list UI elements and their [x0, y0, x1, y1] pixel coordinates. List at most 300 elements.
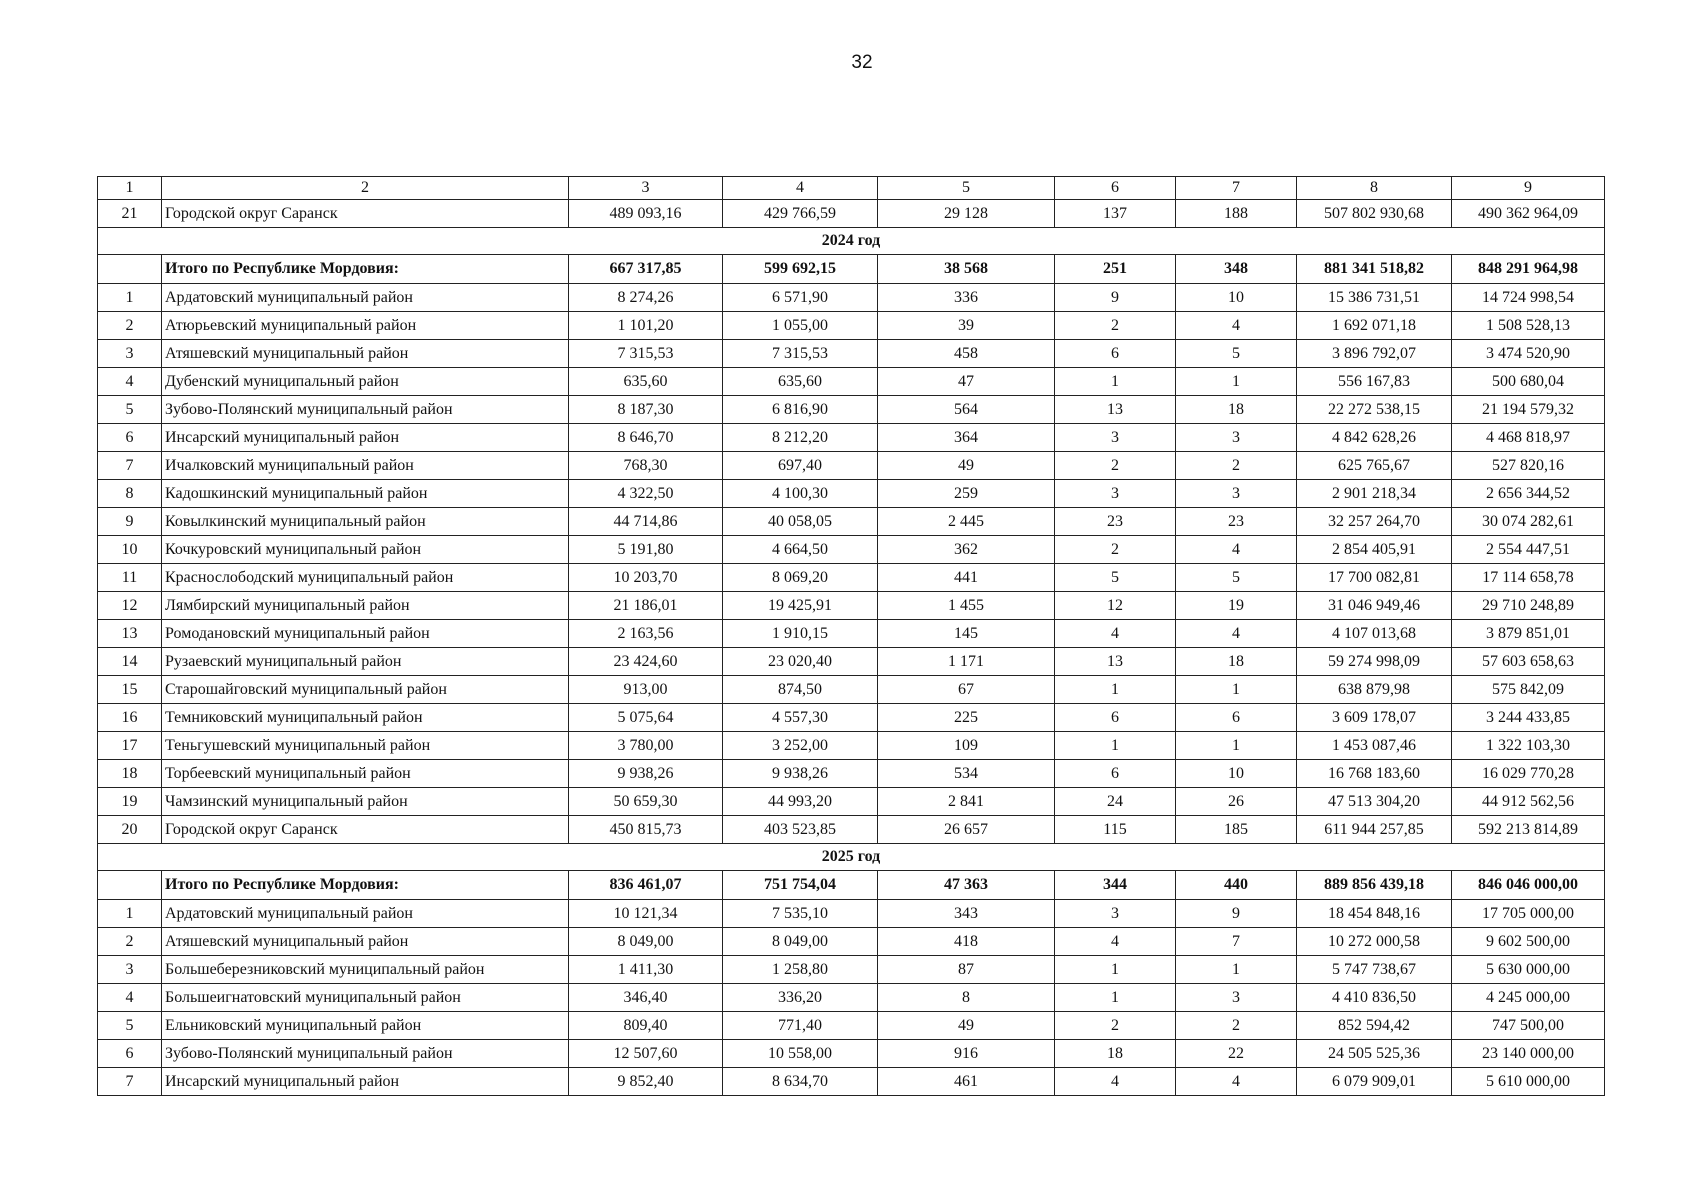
cell-value: 4 842 628,26 [1297, 424, 1452, 452]
cell-value: 8 274,26 [569, 284, 723, 312]
row-number: 17 [98, 732, 162, 760]
cell-value: 1 692 071,18 [1297, 312, 1452, 340]
cell-value: 6 [1055, 704, 1176, 732]
cell-value: 346,40 [569, 984, 723, 1012]
cell-value: 3 [1055, 480, 1176, 508]
cell-value: 5 [1176, 564, 1297, 592]
row-number: 7 [98, 1068, 162, 1096]
cell-value: 18 454 848,16 [1297, 900, 1452, 928]
cell-value: 87 [878, 956, 1055, 984]
cell-value: 564 [878, 396, 1055, 424]
cell-value: 1 910,15 [723, 620, 878, 648]
cell-value: 23 [1055, 508, 1176, 536]
cell-value: 4 [1055, 620, 1176, 648]
cell-value: 2 445 [878, 508, 1055, 536]
table-row [98, 1040, 1605, 1068]
cell-value: 3 780,00 [569, 732, 723, 760]
cell-value: 507 802 930,68 [1297, 200, 1452, 228]
cell-value: 836 461,07 [569, 871, 723, 900]
cell-value: 667 317,85 [569, 255, 723, 284]
cell-value: 458 [878, 340, 1055, 368]
cell-value: 9 602 500,00 [1452, 928, 1605, 956]
row-number: 9 [98, 508, 162, 536]
cell-value: 8 187,30 [569, 396, 723, 424]
cell-value: 57 603 658,63 [1452, 648, 1605, 676]
cell-value: 441 [878, 564, 1055, 592]
cell-value: 1 [1055, 676, 1176, 704]
page-number: 32 [851, 52, 873, 73]
cell-value: 1 [1176, 676, 1297, 704]
row-number: 6 [98, 1040, 162, 1068]
table-row [98, 900, 1605, 928]
year-label: 2025 год [98, 844, 1605, 871]
cell-value: 32 257 264,70 [1297, 508, 1452, 536]
cell-value: 638 879,98 [1297, 676, 1452, 704]
cell-value: 1 101,20 [569, 312, 723, 340]
district-name: Ардатовский муниципальный район [162, 284, 569, 312]
cell-value: 489 093,16 [569, 200, 723, 228]
cell-value: 848 291 964,98 [1452, 255, 1605, 284]
cell-value: 7 535,10 [723, 900, 878, 928]
cell-value: 26 [1176, 788, 1297, 816]
cell-value: 1 [1055, 368, 1176, 396]
cell-value: 4 [1176, 1068, 1297, 1096]
cell-value: 39 [878, 312, 1055, 340]
cell-value: 7 [1176, 928, 1297, 956]
row-number: 4 [98, 368, 162, 396]
cell-value: 19 [1176, 592, 1297, 620]
cell-value: 6 079 909,01 [1297, 1068, 1452, 1096]
cell-value: 2 854 405,91 [1297, 536, 1452, 564]
row-number: 3 [98, 340, 162, 368]
cell-value: 2 163,56 [569, 620, 723, 648]
cell-value: 4 [1055, 928, 1176, 956]
table-row [98, 1012, 1605, 1040]
row-number: 1 [98, 284, 162, 312]
row-number: 15 [98, 676, 162, 704]
district-name: Итого по Республике Мордовия: [162, 255, 569, 284]
district-name: Ардатовский муниципальный район [162, 900, 569, 928]
column-header: 6 [1055, 177, 1176, 200]
cell-value: 5 630 000,00 [1452, 956, 1605, 984]
cell-value: 913,00 [569, 676, 723, 704]
cell-value: 403 523,85 [723, 816, 878, 844]
row-number: 1 [98, 900, 162, 928]
cell-value: 2 [1055, 536, 1176, 564]
cell-value: 336 [878, 284, 1055, 312]
cell-value: 1 [1055, 956, 1176, 984]
district-name: Большеигнатовский муниципальный район [162, 984, 569, 1012]
cell-value: 3 896 792,07 [1297, 340, 1452, 368]
cell-value: 5 191,80 [569, 536, 723, 564]
table-row [98, 928, 1605, 956]
cell-value: 47 513 304,20 [1297, 788, 1452, 816]
cell-value: 1 055,00 [723, 312, 878, 340]
cell-value: 23 [1176, 508, 1297, 536]
table-row [98, 592, 1605, 620]
column-header: 3 [569, 177, 723, 200]
cell-value: 24 [1055, 788, 1176, 816]
row-number: 7 [98, 452, 162, 480]
cell-value: 188 [1176, 200, 1297, 228]
cell-value: 364 [878, 424, 1055, 452]
cell-value: 1 411,30 [569, 956, 723, 984]
row-number: 19 [98, 788, 162, 816]
table-row [98, 620, 1605, 648]
row-number: 3 [98, 956, 162, 984]
cell-value: 44 714,86 [569, 508, 723, 536]
cell-value: 3 [1176, 984, 1297, 1012]
district-name: Кадошкинский муниципальный район [162, 480, 569, 508]
cell-value: 40 058,05 [723, 508, 878, 536]
cell-value: 1 453 087,46 [1297, 732, 1452, 760]
cell-value: 10 [1176, 284, 1297, 312]
cell-value: 3 [1055, 900, 1176, 928]
cell-value: 916 [878, 1040, 1055, 1068]
cell-value: 809,40 [569, 1012, 723, 1040]
district-name: Зубово-Полянский муниципальный район [162, 396, 569, 424]
cell-value: 18 [1176, 648, 1297, 676]
cell-value: 6 [1055, 340, 1176, 368]
cell-value: 2 [1055, 1012, 1176, 1040]
cell-value: 8 646,70 [569, 424, 723, 452]
cell-value: 185 [1176, 816, 1297, 844]
cell-value: 17 114 658,78 [1452, 564, 1605, 592]
cell-value: 29 710 248,89 [1452, 592, 1605, 620]
district-name: Торбеевский муниципальный район [162, 760, 569, 788]
table-row [98, 788, 1605, 816]
cell-value: 5 [1055, 564, 1176, 592]
cell-value: 7 315,53 [723, 340, 878, 368]
cell-value: 2 [1176, 1012, 1297, 1040]
cell-value: 5 075,64 [569, 704, 723, 732]
cell-value: 137 [1055, 200, 1176, 228]
cell-value: 635,60 [723, 368, 878, 396]
cell-value: 4 100,30 [723, 480, 878, 508]
cell-value: 534 [878, 760, 1055, 788]
cell-value: 47 [878, 368, 1055, 396]
cell-value: 8 069,20 [723, 564, 878, 592]
cell-value: 3 252,00 [723, 732, 878, 760]
cell-value: 30 074 282,61 [1452, 508, 1605, 536]
table-row [98, 536, 1605, 564]
cell-value: 336,20 [723, 984, 878, 1012]
total-row [98, 871, 1605, 900]
cell-value: 12 [1055, 592, 1176, 620]
cell-value: 1 [1176, 956, 1297, 984]
table-row [98, 760, 1605, 788]
cell-value: 429 766,59 [723, 200, 878, 228]
cell-value: 4 [1176, 536, 1297, 564]
cell-value: 418 [878, 928, 1055, 956]
row-number: 5 [98, 396, 162, 424]
district-name: Атюрьевский муниципальный район [162, 312, 569, 340]
cell-value: 852 594,42 [1297, 1012, 1452, 1040]
cell-value: 13 [1055, 648, 1176, 676]
cell-value: 4 664,50 [723, 536, 878, 564]
column-header: 4 [723, 177, 878, 200]
cell-value: 21 186,01 [569, 592, 723, 620]
cell-value: 9 938,26 [569, 760, 723, 788]
total-row [98, 255, 1605, 284]
cell-value: 592 213 814,89 [1452, 816, 1605, 844]
cell-value: 5 [1176, 340, 1297, 368]
table-row [98, 508, 1605, 536]
column-header: 2 [162, 177, 569, 200]
row-number: 16 [98, 704, 162, 732]
cell-value: 3 474 520,90 [1452, 340, 1605, 368]
cell-value: 13 [1055, 396, 1176, 424]
district-name: Лямбирский муниципальный район [162, 592, 569, 620]
year-section-row [98, 844, 1605, 871]
column-header: 5 [878, 177, 1055, 200]
cell-value: 2 841 [878, 788, 1055, 816]
table-row [98, 564, 1605, 592]
cell-value: 6 [1055, 760, 1176, 788]
cell-value: 225 [878, 704, 1055, 732]
cell-value: 251 [1055, 255, 1176, 284]
cell-value: 10 272 000,58 [1297, 928, 1452, 956]
cell-value: 450 815,73 [569, 816, 723, 844]
cell-value: 344 [1055, 871, 1176, 900]
row-number: 6 [98, 424, 162, 452]
table-row [98, 312, 1605, 340]
table-row [98, 816, 1605, 844]
cell-value: 18 [1055, 1040, 1176, 1068]
cell-value: 4 245 000,00 [1452, 984, 1605, 1012]
district-name: Ичалковский муниципальный район [162, 452, 569, 480]
cell-value: 8 049,00 [723, 928, 878, 956]
cell-value: 44 912 562,56 [1452, 788, 1605, 816]
cell-value: 527 820,16 [1452, 452, 1605, 480]
cell-value: 1 [1055, 732, 1176, 760]
cell-value: 109 [878, 732, 1055, 760]
column-header: 1 [98, 177, 162, 200]
cell-value: 500 680,04 [1452, 368, 1605, 396]
cell-value: 751 754,04 [723, 871, 878, 900]
district-name: Инсарский муниципальный район [162, 1068, 569, 1096]
table-body [98, 177, 1605, 1096]
cell-value: 10 [1176, 760, 1297, 788]
cell-value: 9 852,40 [569, 1068, 723, 1096]
table-row [98, 340, 1605, 368]
district-name: Старошайговский муниципальный район [162, 676, 569, 704]
row-number: 5 [98, 1012, 162, 1040]
cell-value: 23 020,40 [723, 648, 878, 676]
cell-value: 21 194 579,32 [1452, 396, 1605, 424]
cell-value: 115 [1055, 816, 1176, 844]
cell-value: 16 029 770,28 [1452, 760, 1605, 788]
cell-value: 611 944 257,85 [1297, 816, 1452, 844]
cell-value: 4 107 013,68 [1297, 620, 1452, 648]
cell-value: 8 [878, 984, 1055, 1012]
cell-value: 10 558,00 [723, 1040, 878, 1068]
district-name: Чамзинский муниципальный район [162, 788, 569, 816]
cell-value: 9 938,26 [723, 760, 878, 788]
cell-value: 22 [1176, 1040, 1297, 1068]
row-number: 2 [98, 928, 162, 956]
table-row [98, 452, 1605, 480]
cell-value: 1 322 103,30 [1452, 732, 1605, 760]
cell-value: 22 272 538,15 [1297, 396, 1452, 424]
table-row [98, 676, 1605, 704]
district-name: Кочкуровский муниципальный район [162, 536, 569, 564]
district-name: Большеберезниковский муниципальный район [162, 956, 569, 984]
table-row [98, 1068, 1605, 1096]
cell-value: 2 [1055, 312, 1176, 340]
cell-value: 2 901 218,34 [1297, 480, 1452, 508]
cell-value: 4 410 836,50 [1297, 984, 1452, 1012]
cell-value: 889 856 439,18 [1297, 871, 1452, 900]
table-row [98, 368, 1605, 396]
cell-value: 3 [1055, 424, 1176, 452]
cell-value: 14 724 998,54 [1452, 284, 1605, 312]
cell-value: 461 [878, 1068, 1055, 1096]
cell-value: 697,40 [723, 452, 878, 480]
column-header: 9 [1452, 177, 1605, 200]
table-row [98, 396, 1605, 424]
district-name: Атяшевский муниципальный район [162, 928, 569, 956]
district-name: Темниковский муниципальный район [162, 704, 569, 732]
cell-value: 2 656 344,52 [1452, 480, 1605, 508]
table-row [98, 648, 1605, 676]
cell-value: 440 [1176, 871, 1297, 900]
cell-value: 2 [1176, 452, 1297, 480]
cell-value: 8 212,20 [723, 424, 878, 452]
table-row [98, 732, 1605, 760]
cell-value: 343 [878, 900, 1055, 928]
cell-value: 19 425,91 [723, 592, 878, 620]
row-number: 11 [98, 564, 162, 592]
cell-value: 29 128 [878, 200, 1055, 228]
district-name: Инсарский муниципальный район [162, 424, 569, 452]
cell-value: 1 258,80 [723, 956, 878, 984]
row-number: 12 [98, 592, 162, 620]
row-number [98, 871, 162, 900]
district-name: Итого по Республике Мордовия: [162, 871, 569, 900]
cell-value: 12 507,60 [569, 1040, 723, 1068]
cell-value: 1 [1055, 984, 1176, 1012]
cell-value: 1 508 528,13 [1452, 312, 1605, 340]
cell-value: 47 363 [878, 871, 1055, 900]
cell-value: 6 [1176, 704, 1297, 732]
row-number: 8 [98, 480, 162, 508]
cell-value: 768,30 [569, 452, 723, 480]
cell-value: 599 692,15 [723, 255, 878, 284]
year-section-row [98, 228, 1605, 255]
cell-value: 49 [878, 1012, 1055, 1040]
cell-value: 4 [1176, 312, 1297, 340]
cell-value: 17 700 082,81 [1297, 564, 1452, 592]
cell-value: 4 557,30 [723, 704, 878, 732]
row-number [98, 255, 162, 284]
cell-value: 348 [1176, 255, 1297, 284]
cell-value: 771,40 [723, 1012, 878, 1040]
cell-value: 490 362 964,09 [1452, 200, 1605, 228]
cell-value: 4 322,50 [569, 480, 723, 508]
table-row [98, 200, 1605, 228]
cell-value: 1 455 [878, 592, 1055, 620]
cell-value: 23 424,60 [569, 648, 723, 676]
row-number: 13 [98, 620, 162, 648]
table-row [98, 704, 1605, 732]
cell-value: 1 171 [878, 648, 1055, 676]
cell-value: 635,60 [569, 368, 723, 396]
row-number: 14 [98, 648, 162, 676]
cell-value: 44 993,20 [723, 788, 878, 816]
cell-value: 10 121,34 [569, 900, 723, 928]
cell-value: 556 167,83 [1297, 368, 1452, 396]
district-name: Теньгушевский муниципальный район [162, 732, 569, 760]
column-number-row [98, 177, 1605, 200]
cell-value: 7 315,53 [569, 340, 723, 368]
cell-value: 67 [878, 676, 1055, 704]
district-name: Краснослободский муниципальный район [162, 564, 569, 592]
cell-value: 4 [1055, 1068, 1176, 1096]
cell-value: 31 046 949,46 [1297, 592, 1452, 620]
district-name: Атяшевский муниципальный район [162, 340, 569, 368]
row-number: 18 [98, 760, 162, 788]
table-row [98, 424, 1605, 452]
cell-value: 3 879 851,01 [1452, 620, 1605, 648]
cell-value: 23 140 000,00 [1452, 1040, 1605, 1068]
cell-value: 3 244 433,85 [1452, 704, 1605, 732]
district-name: Зубово-Полянский муниципальный район [162, 1040, 569, 1068]
row-number: 4 [98, 984, 162, 1012]
table-row [98, 284, 1605, 312]
cell-value: 50 659,30 [569, 788, 723, 816]
cell-value: 8 634,70 [723, 1068, 878, 1096]
cell-value: 2 [1055, 452, 1176, 480]
cell-value: 26 657 [878, 816, 1055, 844]
cell-value: 3 [1176, 480, 1297, 508]
column-header: 7 [1176, 177, 1297, 200]
cell-value: 38 568 [878, 255, 1055, 284]
district-name: Ельниковский муниципальный район [162, 1012, 569, 1040]
district-name: Ковылкинский муниципальный район [162, 508, 569, 536]
cell-value: 874,50 [723, 676, 878, 704]
table-row [98, 956, 1605, 984]
cell-value: 1 [1176, 732, 1297, 760]
cell-value: 17 705 000,00 [1452, 900, 1605, 928]
cell-value: 18 [1176, 396, 1297, 424]
cell-value: 625 765,67 [1297, 452, 1452, 480]
cell-value: 3 609 178,07 [1297, 704, 1452, 732]
cell-value: 10 203,70 [569, 564, 723, 592]
cell-value: 881 341 518,82 [1297, 255, 1452, 284]
cell-value: 49 [878, 452, 1055, 480]
district-name: Городской округ Саранск [162, 200, 569, 228]
cell-value: 259 [878, 480, 1055, 508]
row-number: 21 [98, 200, 162, 228]
cell-value: 5 747 738,67 [1297, 956, 1452, 984]
row-number: 2 [98, 312, 162, 340]
table-row [98, 480, 1605, 508]
cell-value: 4 [1176, 620, 1297, 648]
cell-value: 3 [1176, 424, 1297, 452]
row-number: 20 [98, 816, 162, 844]
district-name: Ромодановский муниципальный район [162, 620, 569, 648]
cell-value: 846 046 000,00 [1452, 871, 1605, 900]
cell-value: 16 768 183,60 [1297, 760, 1452, 788]
cell-value: 59 274 998,09 [1297, 648, 1452, 676]
cell-value: 24 505 525,36 [1297, 1040, 1452, 1068]
data-table [97, 176, 1605, 1096]
cell-value: 575 842,09 [1452, 676, 1605, 704]
cell-value: 9 [1055, 284, 1176, 312]
cell-value: 4 468 818,97 [1452, 424, 1605, 452]
district-name: Дубенский муниципальный район [162, 368, 569, 396]
